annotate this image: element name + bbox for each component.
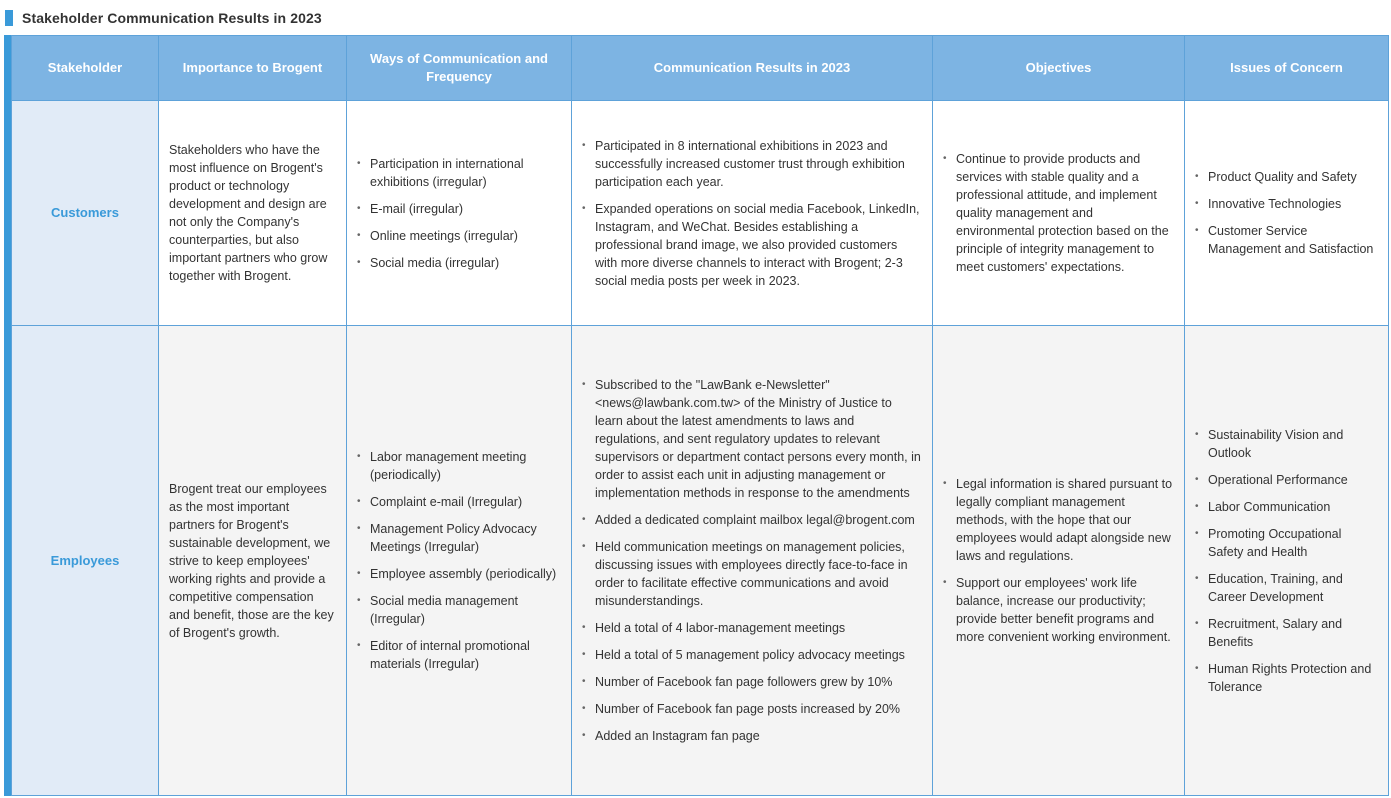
list-item: • Product Quality and Safety: [1195, 168, 1378, 186]
table-row-employees: [12, 326, 1389, 796]
list-item: • Participation in international exhibitions (irregular): [357, 155, 561, 191]
table-row-customers: [12, 101, 1389, 326]
list-item: • Customer Service Management and Satisfaction: [1195, 222, 1378, 258]
stakeholder-cell: Customers: [12, 101, 159, 326]
list-item: • Operational Performance: [1195, 471, 1378, 489]
objectives-cell: [933, 101, 1185, 326]
list-item: • Complaint e-mail (Irregular): [357, 493, 561, 511]
list-item: • Human Rights Protection and Tolerance: [1195, 660, 1378, 696]
list-item: • Online meetings (irregular): [357, 227, 561, 245]
list-item: • Recruitment, Salary and Benefits: [1195, 615, 1378, 651]
stakeholder-table-wrapper: [4, 35, 1388, 796]
objectives-cell: [933, 326, 1185, 796]
list-item: • Labor management meeting (periodically): [357, 448, 561, 484]
objectives-list: [943, 475, 1174, 646]
header-stakeholder: Stakeholder: [12, 36, 159, 101]
header-issues: Issues of Concern: [1185, 36, 1389, 101]
results-cell: [572, 101, 933, 326]
list-item: • E-mail (irregular): [357, 200, 561, 218]
results-cell: [572, 326, 933, 796]
list-item: • Employee assembly (periodically): [357, 565, 561, 583]
list-item: • Education, Training, and Career Development: [1195, 570, 1378, 606]
list-item: • Innovative Technologies: [1195, 195, 1378, 213]
list-item: • Promoting Occupational Safety and Health: [1195, 525, 1378, 561]
ways-list: [357, 448, 561, 673]
list-item: • Number of Facebook fan page posts increased by 20%: [582, 700, 922, 718]
list-item: • Support our employees' work life balance, increase our productivity; provide better benefit programs and more convenient working environment.: [943, 574, 1174, 646]
list-item: • Labor Communication: [1195, 498, 1378, 516]
list-item: • Continue to provide products and services with stable quality and a professional attitude, and implement quality management and environmental protection based on the principle of integrity management to meet customers' expectations.: [943, 150, 1174, 276]
stakeholder-cell: Employees: [12, 326, 159, 796]
issues-list: [1195, 168, 1378, 258]
list-item: • Participated in 8 international exhibitions in 2023 and successfully increased customer trust through exhibition participation each year.: [582, 137, 922, 191]
list-item: • Management Policy Advocacy Meetings (Irregular): [357, 520, 561, 556]
importance-cell: Brogent treat our employees as the most important partners for Brogent's sustainable development, we strive to keep employees' working rights and provide a competitive compensation and benefit, those are the key of Brogent's growth.: [159, 326, 347, 796]
table-left-accent-stripe: [4, 35, 11, 796]
list-item: • Legal information is shared pursuant to legally compliant management methods, with the hope that our employees would adapt alongside new laws and regulations.: [943, 475, 1174, 565]
list-item: • Added a dedicated complaint mailbox legal@brogent.com: [582, 511, 922, 529]
list-item: • Sustainability Vision and Outlook: [1195, 426, 1378, 462]
list-item: • Social media management (Irregular): [357, 592, 561, 628]
list-item: • Number of Facebook fan page followers grew by 10%: [582, 673, 922, 691]
table-header-row: [12, 36, 1389, 101]
list-item: • Held communication meetings on management policies, discussing issues with employees directly face-to-face in order to facilitate effective communications and avoid misunderstandings.: [582, 538, 922, 610]
ways-cell: [347, 101, 572, 326]
header-results: Communication Results in 2023: [572, 36, 933, 101]
list-item: • Social media (irregular): [357, 254, 561, 272]
ways-list: [357, 155, 561, 272]
stakeholder-communication-table: [11, 35, 1389, 796]
section-title-bar: [5, 9, 322, 27]
issues-list: [1195, 426, 1378, 696]
header-importance: Importance to Brogent: [159, 36, 347, 101]
ways-cell: [347, 326, 572, 796]
list-item: • Held a total of 4 labor-management meetings: [582, 619, 922, 637]
list-item: • Held a total of 5 management policy advocacy meetings: [582, 646, 922, 664]
issues-cell: [1185, 326, 1389, 796]
issues-cell: [1185, 101, 1389, 326]
title-accent-marker: [5, 10, 13, 26]
results-list: [582, 137, 922, 290]
objectives-list: [943, 150, 1174, 276]
header-objectives: Objectives: [933, 36, 1185, 101]
page-title: Stakeholder Communication Results in 2023: [22, 10, 322, 26]
results-list: [582, 376, 922, 745]
list-item: • Expanded operations on social media Facebook, LinkedIn, Instagram, and WeChat. Besides establishing a professional brand image, we also provided customers with more diverse channels to interact with Brogent; 2-3 social media posts per week in 2023.: [582, 200, 922, 290]
header-ways: Ways of Communication and Frequency: [347, 36, 572, 101]
importance-cell: Stakeholders who have the most influence on Brogent's product or technology development and design are not only the Company's counterparties, but also important partners who grow together with Brogent.: [159, 101, 347, 326]
list-item: • Subscribed to the "LawBank e-Newsletter" <news@lawbank.com.tw> of the Ministry of Justice to learn about the latest amendments to laws and regulations, and sent regulatory updates to relevant supervisors or department contact persons every month, in order to assist each unit in adjusting management or implementation methods in response to the amendments: [582, 376, 922, 502]
list-item: • Added an Instagram fan page: [582, 727, 922, 745]
list-item: • Editor of internal promotional materials (Irregular): [357, 637, 561, 673]
